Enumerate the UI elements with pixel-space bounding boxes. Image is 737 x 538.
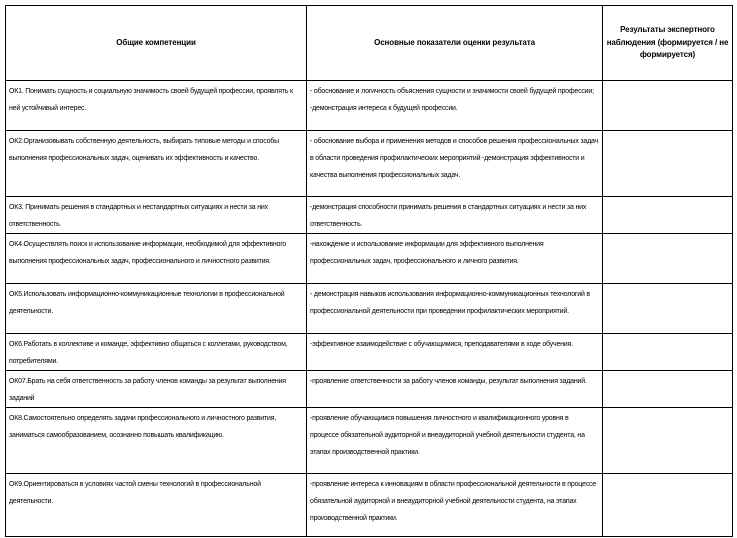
header-row bbox=[6, 6, 733, 81]
result-cell bbox=[603, 81, 733, 131]
result-cell bbox=[603, 408, 733, 474]
table-row bbox=[6, 334, 733, 371]
result-cell bbox=[603, 197, 733, 234]
table-row bbox=[6, 131, 733, 197]
table-row bbox=[6, 408, 733, 474]
indicator-cell: -проявление ответственности за работу членов команды, результат выполнения заданий. bbox=[307, 371, 603, 408]
competence-cell: ОК1. Понимать сущность и социальную значимость своей будущей профессии, проявлять к ней устойчивый интерес. bbox=[6, 81, 307, 131]
result-cell bbox=[603, 334, 733, 371]
table-row bbox=[6, 474, 733, 537]
indicator-cell: -демонстрация способности принимать решения в стандартных ситуациях и нести за них ответственность. bbox=[307, 197, 603, 234]
competence-evaluation-table bbox=[5, 5, 733, 537]
indicator-cell: -эффективное взаимодействие с обучающимися, преподавателями в ходе обучения. bbox=[307, 334, 603, 371]
table-row bbox=[6, 197, 733, 234]
competence-cell: ОК4.Осуществлять поиск и использование информации, необходимой для эффективного выполнения профессиональных задач, профессионального и личностного развития. bbox=[6, 234, 307, 284]
table-row bbox=[6, 81, 733, 131]
competence-cell: ОК6.Работать в коллективе и команде, эффективно общаться с коллегами, руководством, потребителями. bbox=[6, 334, 307, 371]
competence-cell: ОК3. Принимать решения в стандартных и нестандартных ситуациях и нести за них ответственность. bbox=[6, 197, 307, 234]
indicator-cell: - обоснование и логичность объяснения сущности и значимости своей будущей профессии; -демонстрация интереса к будущей профессии. bbox=[307, 81, 603, 131]
competence-cell: ОК8.Самостоятельно определять задачи профессионального и личностного развития, заниматься самообразованием, осознанно повышать квалификацию. bbox=[6, 408, 307, 474]
result-cell bbox=[603, 131, 733, 197]
table-row bbox=[6, 284, 733, 334]
table-row bbox=[6, 371, 733, 408]
competence-cell: ОК5.Использовать информационно-коммуникационные технологии в профессиональной деятельности. bbox=[6, 284, 307, 334]
header-indicators: Основные показатели оценки результата bbox=[307, 6, 603, 81]
table-row bbox=[6, 234, 733, 284]
competence-cell: ОК9.Ориентироваться в условиях частой смены технологий в профессиональной деятельности. bbox=[6, 474, 307, 537]
result-cell bbox=[603, 474, 733, 537]
indicator-cell: - демонстрация навыков использования информационно-коммуникационных технологий в профессиональной деятельности при проведении профилактических мероприятий. bbox=[307, 284, 603, 334]
result-cell bbox=[603, 234, 733, 284]
header-observation-result: Результаты экспертного наблюдения (формируется / не формируется) bbox=[603, 6, 733, 81]
result-cell bbox=[603, 284, 733, 334]
indicator-cell: - обоснование выбора и применения методов и способов решения профессиональных задач в области проведения профилактических мероприятий -демонстрация эффективности и качества выполнения профессиональных задач. bbox=[307, 131, 603, 197]
result-cell bbox=[603, 371, 733, 408]
indicator-cell: -нахождение и использование информации для эффективного выполнения профессиональных задач, профессионального и личного развития. bbox=[307, 234, 603, 284]
competence-cell: ОК2.Организовывать собственную деятельность, выбирать типовые методы и способы выполнения профессиональных задач, оценивать их эффективность и качество. bbox=[6, 131, 307, 197]
indicator-cell: -проявление обучающимся повышения личностного и квалификационного уровня в процессе обязательной аудиторной и внеаудиторной учебной деятельности студента, на этапах производственной практики. bbox=[307, 408, 603, 474]
header-competencies: Общие компетенции bbox=[6, 6, 307, 81]
indicator-cell: -проявление интереса к инновациям в области профессиональной деятельности в процессе обязательной аудиторной и внеаудиторной учебной деятельности студента, на этапах производственной практики. bbox=[307, 474, 603, 537]
competence-cell: ОК07.Брать на себя ответственность за работу членов команды за результат выполнения заданий bbox=[6, 371, 307, 408]
